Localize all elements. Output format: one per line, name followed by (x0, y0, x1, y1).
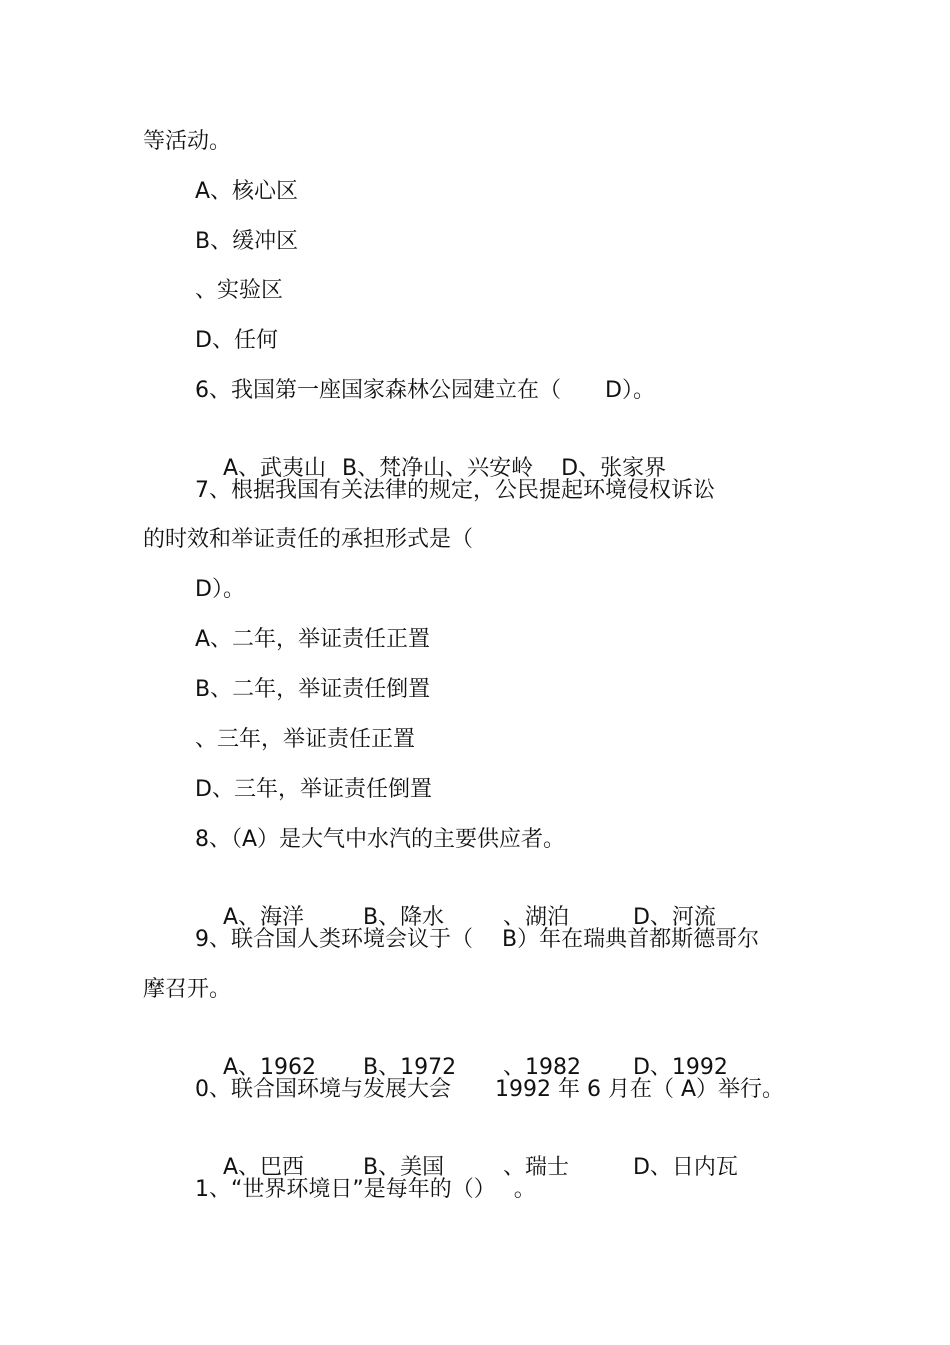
option-b-buffer-zone: B、缓冲区 (195, 229, 299, 254)
question-7-line-2: 的时效和举证责任的承担形式是（ (143, 527, 474, 552)
q6-option-b: B、梵净山、兴安岭 (342, 456, 534, 481)
question-7-line-1: 7、根据我国有关法律的规定，公民提起环境侵权诉讼 (195, 478, 715, 503)
q8-option-c: 、湖泊 (502, 905, 569, 930)
text-line-1: 等活动。 (143, 129, 232, 154)
q7-option-b: B、二年，举证责任倒置 (195, 677, 431, 702)
q8-option-a: A、海洋 (222, 905, 305, 930)
q6-option-d: D、张家界 (561, 456, 667, 481)
q10-option-a: A、巴西 (222, 1155, 305, 1180)
q6-option-a: A、武夷山 (222, 456, 327, 481)
question-9-line-2: 摩召开。 (143, 977, 232, 1002)
q8-option-d: D、河流 (632, 905, 716, 930)
q10-option-b: B、美国 (362, 1155, 445, 1180)
q7-option-c: 、三年，举证责任正置 (195, 727, 416, 752)
question-7-answer: D）。 (195, 577, 245, 602)
option-d-any: D、任何 (195, 328, 278, 353)
q7-option-d: D、三年，举证责任倒置 (195, 777, 432, 802)
q7-option-a: A、二年，举证责任正置 (195, 627, 431, 652)
question-8: 8、（A）是大气中水汽的主要供应者。 (195, 827, 566, 852)
q8-option-b: B、降水 (362, 905, 445, 930)
q9-option-c: 、1982 (502, 1055, 581, 1080)
question-11: 1、“世界环境日”是每年的（） 。 (195, 1177, 536, 1202)
option-a-core-zone: A、核心区 (195, 179, 299, 204)
q10-option-d: D、日内瓦 (632, 1155, 738, 1180)
q9-option-d: D、1992 (632, 1055, 728, 1080)
q9-option-a: A、1962 (222, 1055, 317, 1080)
q9-option-b: B、1972 (362, 1055, 457, 1080)
q10-option-c: 、瑞士 (502, 1155, 569, 1180)
question-9-line-1: 9、联合国人类环境会议于（ B）年在瑞典首都斯德哥尔 (195, 927, 760, 952)
question-6: 6、我国第一座国家森林公园建立在（ D）。 (195, 378, 655, 403)
question-10: 0、联合国环境与发展大会 1992 年 6 月在（ A）举行。 (195, 1077, 785, 1102)
option-c-experiment-zone: 、实验区 (195, 278, 284, 303)
